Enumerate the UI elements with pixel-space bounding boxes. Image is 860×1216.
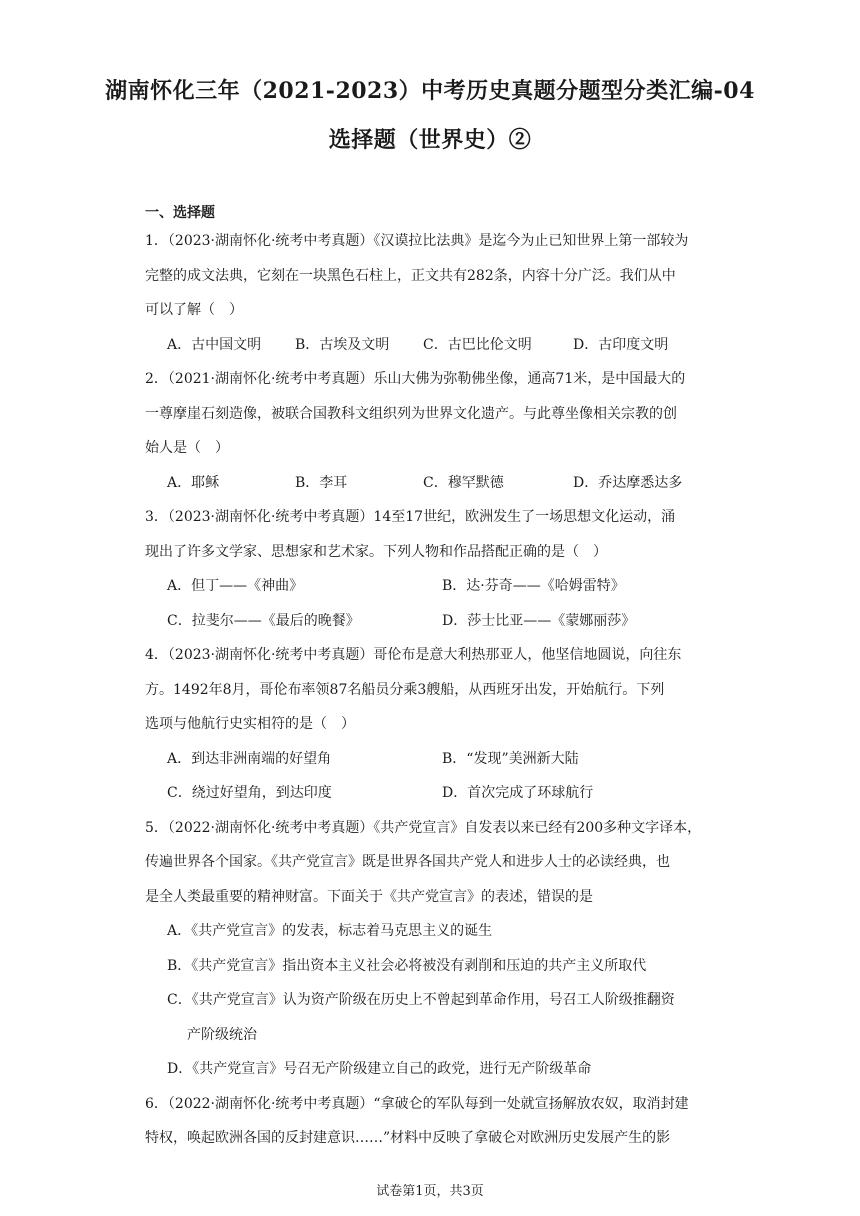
document-title-line2: 选择题（世界史）②: [328, 127, 532, 153]
question-2: [145, 362, 715, 500]
option-c: C．古巴比伦文明: [423, 336, 532, 353]
option-c: C．《共产党宣言》认为资产阶级在历史上不曾起到革命作用，号召工人阶级推翻资: [167, 992, 675, 1008]
option-b: B．李耳: [295, 474, 348, 491]
option-c: C．穆罕默德: [423, 474, 504, 491]
option-a: A．《共产党宣言》的发表，标志着马克思主义的诞生: [167, 923, 493, 939]
question-stem-line: 可以了解（ ）: [145, 302, 243, 318]
option-d: D．《共产党宣言》号召无产阶级建立自己的政党，进行无产阶级革命: [167, 1061, 592, 1077]
question-stem-line: 3．（2023·湖南怀化·统考中考真题）14至17世纪，欧洲发生了一场思想文化运动，涌: [145, 509, 676, 525]
option-b: B．古埃及文明: [295, 336, 390, 353]
question-stem-line: 1．（2023·湖南怀化·统考中考真题）《汉谟拉比法典》是迄今为止已知世界上第一部较为: [145, 233, 689, 249]
question-stem-line: 选项与他航行史实相符的是（ ）: [145, 716, 355, 732]
option-b: B．《共产党宣言》指出资本主义社会必将被没有剥削和压迫的共产主义所取代: [167, 957, 647, 974]
option-a: A．但丁——《神曲》: [167, 578, 304, 594]
question-stem-line: 完整的成文法典，它刻在一块黑色石柱上，正文共有282条，内容十分广泛。我们从中: [145, 267, 676, 284]
question-stem-line: 方。1492年8月，哥伦布率领87名船员分乘3艘船，从西班牙出发，开始航行。下列: [145, 681, 665, 698]
question-stem-line: 现出了许多文学家、思想家和艺术家。下列人物和作品搭配正确的是（ ）: [145, 543, 607, 560]
options-row: [145, 569, 715, 604]
question-content: [145, 202, 715, 1156]
question-4: [145, 638, 715, 811]
question-stem-line: 传遍世界各个国家。《共产党宣言》既是世界各国共产党人和进步人士的必读经典，也: [145, 854, 670, 870]
option-d: D．首次完成了环球航行: [442, 785, 594, 801]
option-d: D．古印度文明: [573, 336, 669, 353]
question-stem-line: 特权，唤起欧洲各国的反封建意识……”材料中反映了拿破仑对欧洲历史发展产生的影: [145, 1130, 671, 1146]
option-a: A．到达非洲南端的好望角: [167, 750, 332, 767]
section-heading: 一、选择题: [145, 205, 215, 221]
option-c-continued: 产阶级统治: [187, 1026, 257, 1043]
question-3: [145, 500, 715, 638]
option-b: B．达·芬奇——《哈姆雷特》: [442, 578, 625, 594]
question-5: [145, 811, 715, 1087]
options-row: [145, 466, 715, 501]
options-row: [145, 742, 715, 777]
options-row: [145, 328, 715, 363]
question-1: [145, 224, 715, 362]
option-b: B．“发现”美洲新大陆: [442, 750, 579, 767]
option-a: A．耶稣: [167, 474, 220, 491]
option-c: C．绕过好望角，到达印度: [167, 785, 332, 801]
question-stem-line: 2．（2021·湖南怀化·统考中考真题）乐山大佛为弥勒佛坐像，通高71米，是中国最大的: [145, 371, 686, 387]
question-stem-line: 5．（2022·湖南怀化·统考中考真题）《共产党宣言》自发表以来已经有200多种文字译本，: [145, 819, 702, 836]
document-title-line1: 湖南怀化三年（2021-2023）中考历史真题分题型分类汇编-04: [105, 78, 755, 104]
option-a: A．古中国文明: [167, 336, 262, 353]
page-footer: 试卷第1页，共3页: [376, 1184, 484, 1199]
options-row: [145, 604, 715, 639]
option-c: C．拉斐尔——《最后的晚餐》: [167, 612, 360, 629]
question-stem-line: 4．（2023·湖南怀化·统考中考真题）哥伦布是意大利热那亚人，他坚信地圆说，向往东: [145, 647, 682, 663]
question-stem-line: 始人是（ ）: [145, 440, 229, 456]
option-d: D．乔达摩悉达多: [573, 474, 683, 491]
question-stem-line: 一尊摩崖石刻造像，被联合国教科文组织列为世界文化遗产。与此尊坐像相关宗教的创: [145, 405, 677, 422]
question-stem-line: 是全人类最重要的精神财富。下面关于《共产党宣言》的表述，错误的是: [145, 888, 593, 905]
options-row: [145, 776, 715, 811]
question-6: [145, 1087, 715, 1156]
option-d: D．莎士比亚——《蒙娜丽莎》: [442, 612, 636, 629]
question-stem-line: 6．（2022·湖南怀化·统考中考真题）“拿破仑的军队每到一处就宣扬解放农奴，取消封建: [145, 1095, 689, 1112]
